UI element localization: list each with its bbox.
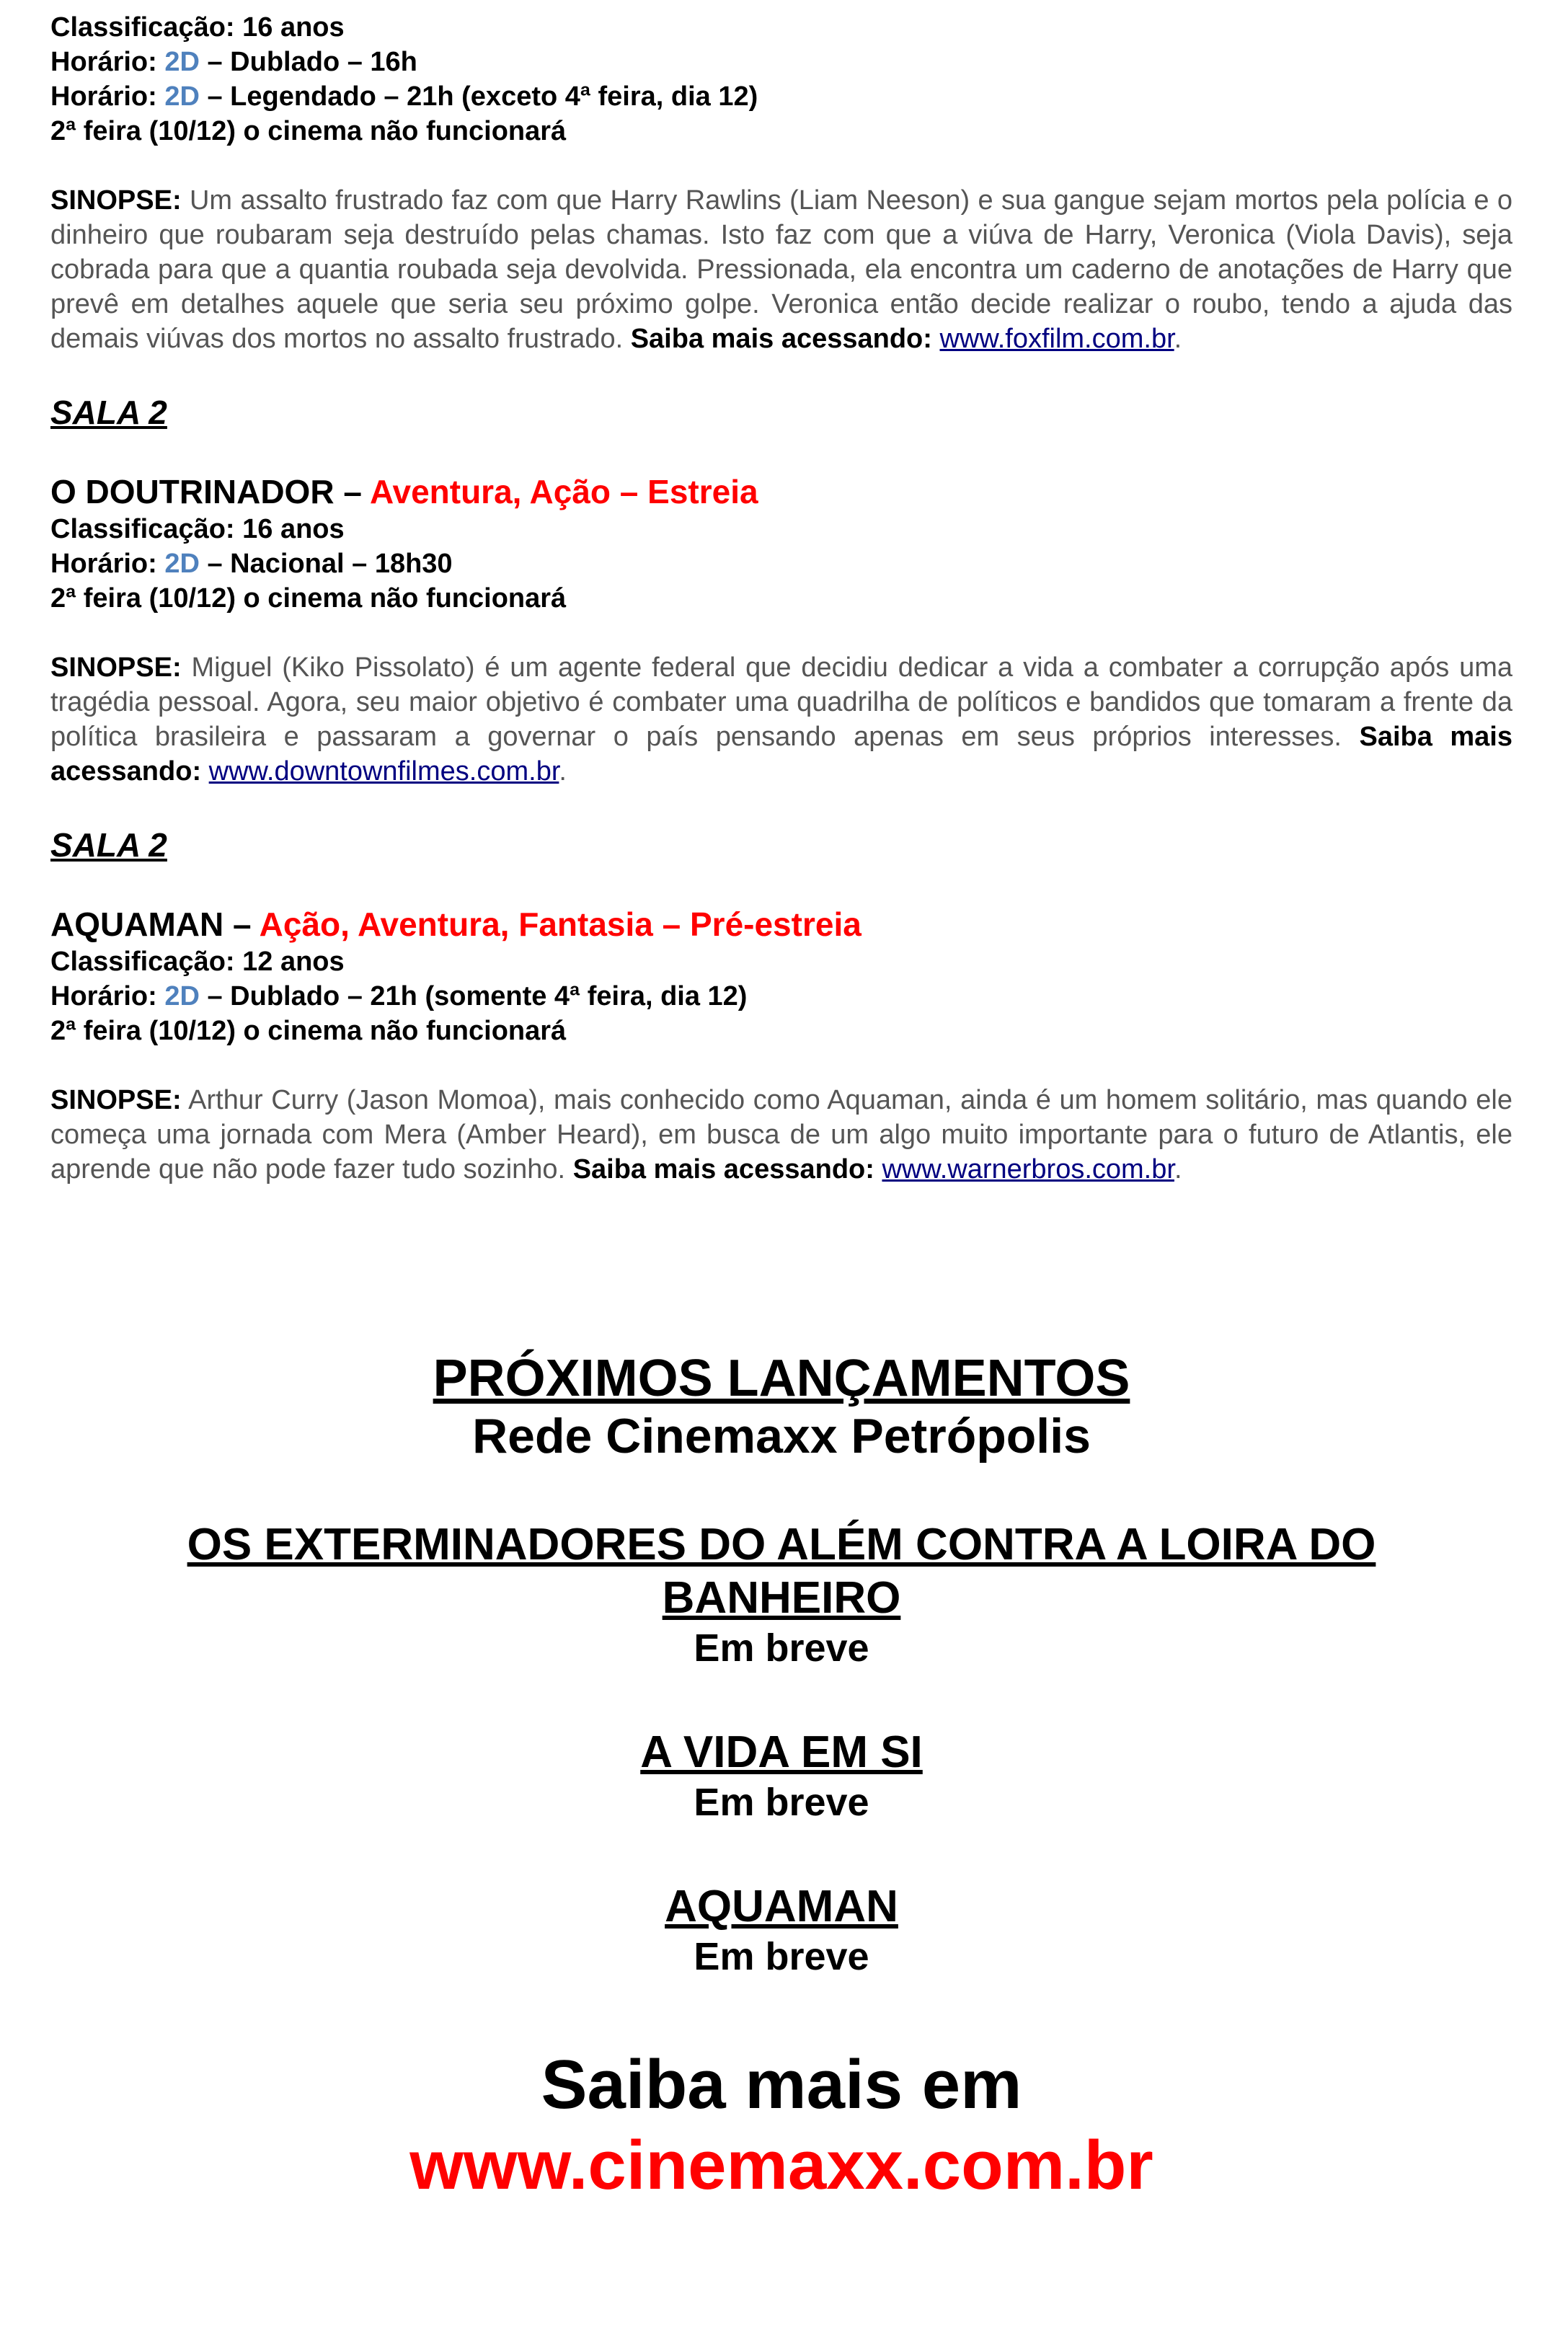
upcoming-item bbox=[50, 1880, 1512, 1980]
synopsis-text: Um assalto frustrado faz com que Harry Rawlins (Liam Neeson) e sua gangue sejam mortos pela polícia e o dinheiro que roubaram seja destruído pelas chamas. Isto faz com que a viúva de Harry, Veronica (Viola Davis), seja cobrada para que a quantia roubada seja devolvida. Pressionada, ela encontra um caderno de anotações de Harry que prevê em detalhes aquele que seria seu próximo golpe. Veronica então decide realizar o roubo, tendo a ajuda das demais viúvas dos mortos no assalto frustrado. bbox=[50, 185, 1512, 354]
upcoming-status: Em breve bbox=[694, 1935, 869, 1978]
movie-2-closed-notice: 2ª feira (10/12) o cinema não funcionará bbox=[50, 583, 567, 614]
cinema-network-name: Rede Cinemaxx Petrópolis bbox=[472, 1409, 1091, 1464]
movie-title: AQUAMAN bbox=[50, 905, 224, 943]
movie-3-block bbox=[50, 823, 1512, 1187]
footer-text: Saiba mais em bbox=[541, 2046, 1022, 2123]
schedule-detail: – Nacional – 18h30 bbox=[199, 549, 453, 579]
movie-1-schedule-subtitled bbox=[50, 79, 1512, 114]
upcoming-status: Em breve bbox=[694, 1781, 869, 1824]
movie-2-schedule bbox=[50, 546, 1512, 581]
movie-genre: Ação, Aventura, Fantasia – Pré-estreia bbox=[259, 905, 861, 943]
schedule-prefix: Horário: bbox=[50, 81, 165, 112]
schedule-detail: – Legendado – 21h (exceto 4ª feira, dia 12) bbox=[199, 81, 758, 112]
format-2d-label: 2D bbox=[164, 81, 200, 112]
synopsis-label: SINOPSE bbox=[50, 1085, 172, 1115]
movie-3-schedule bbox=[50, 979, 1512, 1014]
movie-title: O DOUTRINADOR bbox=[50, 473, 335, 510]
upcoming-item bbox=[50, 1726, 1512, 1825]
schedule-prefix: Horário: bbox=[50, 549, 165, 579]
upcoming-title: A VIDA EM SI bbox=[640, 1727, 923, 1777]
upcoming-section bbox=[50, 1350, 1512, 1980]
upcoming-title: OS EXTERMINADORES DO ALÉM CONTRA A LOIRA DO bbox=[187, 1520, 1376, 1569]
movie-2-block bbox=[50, 391, 1512, 789]
schedule-detail: – Dublado – 21h (somente 4ª feira, dia 12) bbox=[199, 981, 748, 1011]
upcoming-heading: PRÓXIMOS LANÇAMENTOS bbox=[433, 1350, 1130, 1407]
foxfilm-link[interactable]: www.foxfilm.com.br bbox=[939, 324, 1174, 354]
movie-3-synopsis: SINOPSE: Arthur Curry (Jason Momoa), mais conhecido como Aquaman, ainda é um homem solitário, mas quando ele começa uma jornada com Mera (Amber Heard), em busca de um algo muito importante para o futuro de Atlantis, ele aprende que não pode fazer tudo sozinho. Saiba mais acessando: www.warnerbros.com.br. bbox=[50, 1085, 1512, 1185]
movie-2-synopsis: SINOPSE: Miguel (Kiko Pissolato) é um agente federal que decidiu dedicar a vida a combater a corrupção após uma tragédia pessoal. Agora, seu maior objetivo é combater uma quadrilha de políticos e bandidos que tomaram a frente da política brasileira e passaram a governar o país pensando apenas em seus próprios interesses. Saiba mais acessando: www.downtownfilmes.com.br. bbox=[50, 652, 1512, 787]
format-2d-label: 2D bbox=[164, 549, 200, 579]
warnerbros-link[interactable]: www.warnerbros.com.br bbox=[882, 1154, 1174, 1185]
schedule-prefix: Horário: bbox=[50, 47, 165, 77]
synopsis-label: SINOPSE bbox=[50, 652, 172, 683]
footer bbox=[50, 2045, 1512, 2206]
more-info-label: Saiba mais acessando: bbox=[630, 324, 932, 354]
movie-3-title-line: AQUAMAN – Ação, Aventura, Fantasia – Pré-estreia bbox=[50, 905, 861, 943]
synopsis-label: SINOPSE bbox=[50, 185, 172, 216]
movie-1-schedule-dubbed bbox=[50, 45, 1512, 79]
upcoming-title-continued: BANHEIRO bbox=[662, 1573, 901, 1623]
format-2d-label: 2D bbox=[164, 981, 200, 1011]
upcoming-item bbox=[50, 1518, 1512, 1671]
more-info-label: Saiba mais acessando: bbox=[572, 1154, 874, 1185]
movie-3-rating: Classificação: 12 anos bbox=[50, 947, 345, 977]
movie-2-title-line: O DOUTRINADOR – Aventura, Ação – Estreia bbox=[50, 473, 758, 510]
room-heading: SALA 2 bbox=[50, 826, 167, 864]
movie-2-rating: Classificação: 16 anos bbox=[50, 514, 345, 544]
schedule-prefix: Horário: bbox=[50, 981, 165, 1011]
room-heading: SALA 2 bbox=[50, 394, 167, 431]
movie-1-synopsis: SINOPSE: Um assalto frustrado faz com que Harry Rawlins (Liam Neeson) e sua gangue sejam mortos pela polícia e o dinheiro que roubaram seja destruído pelas chamas. Isto faz com que a viúva de Harry, Veronica (Viola Davis), seja cobrada para que a quantia roubada seja devolvida. Pressionada, ela encontra um caderno de anotações de Harry que prevê em detalhes aquele que seria seu próximo golpe. Veronica então decide realizar o roubo, tendo a ajuda das demais viúvas dos mortos no assalto frustrado. Saiba mais acessando: www.foxfilm.com.br. bbox=[50, 185, 1512, 354]
upcoming-title: AQUAMAN bbox=[665, 1882, 898, 1931]
movie-genre: Aventura, Ação – Estreia bbox=[369, 473, 758, 510]
format-2d-label: 2D bbox=[164, 47, 200, 77]
synopsis-text: Miguel (Kiko Pissolato) é um agente federal que decidiu dedicar a vida a combater a corrupção após uma tragédia pessoal. Agora, seu maior objetivo é combater uma quadrilha de políticos e bandidos que tomaram a frente da política brasileira e passaram a governar o país pensando apenas em seus próprios interesses. bbox=[50, 652, 1512, 752]
cinemaxx-website-link[interactable]: www.cinemaxx.com.br bbox=[409, 2127, 1153, 2204]
synopsis-text: Arthur Curry (Jason Momoa), mais conhecido como Aquaman, ainda é um homem solitário, mas quando ele começa uma jornada com Mera (Amber Heard), em busca de um algo muito importante para o futuro de Atlantis, ele aprende que não pode fazer tudo sozinho. bbox=[50, 1085, 1512, 1185]
document-page bbox=[50, 0, 1512, 2206]
movie-3-closed-notice: 2ª feira (10/12) o cinema não funcionará bbox=[50, 1016, 567, 1046]
movie-1-block bbox=[50, 10, 1512, 356]
schedule-detail: – Dublado – 16h bbox=[199, 47, 417, 77]
movie-1-rating: Classificação: 16 anos bbox=[50, 12, 345, 43]
downtownfilmes-link[interactable]: www.downtownfilmes.com.br bbox=[208, 756, 559, 787]
more-info-label: Saiba mais acessando: bbox=[50, 722, 1512, 787]
movie-1-closed-notice: 2ª feira (10/12) o cinema não funcionará bbox=[50, 116, 567, 146]
upcoming-status: Em breve bbox=[694, 1626, 869, 1670]
